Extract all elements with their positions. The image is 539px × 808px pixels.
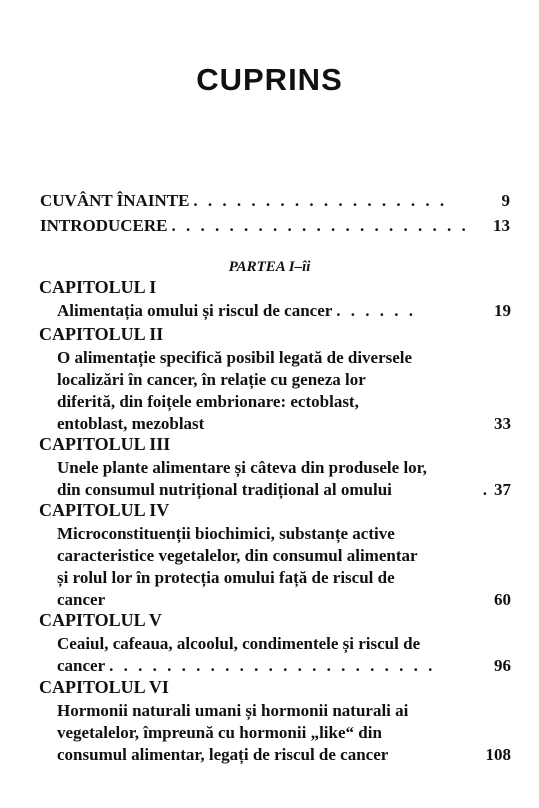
toc-leader-dots: . . . . . . xyxy=(336,301,417,320)
toc-page-number: 96 xyxy=(494,656,511,675)
chapter-title-line: Alimentația omului și riscul de cancer xyxy=(57,301,333,320)
toc-page-number: 13 xyxy=(493,216,510,235)
chapter-title-line: cancer xyxy=(57,656,106,675)
toc-page-number: 108 xyxy=(485,745,511,764)
page-title: CUPRINS xyxy=(196,62,343,97)
toc-leader-dots: . . . . . . . . . . . . . . . . . . . . . . . xyxy=(109,656,436,675)
chapter-heading: CAPITOLUL VI xyxy=(39,677,169,697)
chapter-heading: CAPITOLUL II xyxy=(39,324,164,344)
chapter-title-line: vegetalelor, împreună cu hormonii „like“ din xyxy=(57,723,382,742)
toc-page-number: 19 xyxy=(494,301,511,320)
chapter-entry xyxy=(57,479,511,501)
chapter-title-line: caracteristice vegetalelor, din consumul alimentar xyxy=(57,546,418,565)
toc-entry-foreword xyxy=(40,190,510,212)
chapter-title-line: și rolul lor în protecția omului față de riscul de xyxy=(57,568,395,587)
part-heading: PARTEA I–îi xyxy=(228,259,311,275)
chapter-title-line: Unele plante alimentare și câteva din produsele lor, xyxy=(57,458,427,477)
toc-page-number: 33 xyxy=(494,414,511,433)
chapter-title-line: din consumul nutrițional tradițional al omului xyxy=(57,480,392,499)
chapter-title-line: Ceaiul, cafeaua, alcoolul, condimentele și riscul de xyxy=(57,634,421,653)
chapter-entry xyxy=(57,655,511,677)
chapter-heading: CAPITOLUL IV xyxy=(39,500,170,520)
chapter-heading: CAPITOLUL I xyxy=(39,277,157,297)
chapter-title-line: Microconstituenții biochimici, substanțe active xyxy=(57,524,395,543)
toc-leader-dots: . . . . . . . . . . . . . . . . . . xyxy=(193,191,448,210)
chapter-title-line: diferită, din foițele embrionare: ectoblast, xyxy=(57,392,359,411)
chapter-title-line: localizări în cancer, în relație cu geneza lor xyxy=(57,370,366,389)
toc-leader-dots: . xyxy=(482,480,490,499)
chapter-title-line: O alimentație specifică posibil legată de diversele xyxy=(57,348,413,367)
chapter-heading: CAPITOLUL III xyxy=(39,434,171,454)
toc-leader-dots: . . . . . . . . . . . . . . . . . . . . . xyxy=(171,216,469,235)
toc-page-number: 37 xyxy=(494,480,511,499)
chapter-title-line: Hormonii naturali umani și hormonii naturali ai xyxy=(57,701,409,720)
toc-entry-introduction xyxy=(40,215,510,237)
chapter-heading: CAPITOLUL V xyxy=(39,610,162,630)
chapter-title-line: entoblast, mezoblast xyxy=(57,414,205,433)
chapter-title-line: cancer xyxy=(57,590,106,609)
toc-page-number: 60 xyxy=(494,590,511,609)
chapter-entry xyxy=(57,300,511,322)
toc-page-number: 9 xyxy=(501,191,510,210)
chapter-entry xyxy=(57,744,511,766)
toc-entry-label: CUVÂNT ÎNAINTE xyxy=(40,191,190,210)
chapter-entry xyxy=(57,413,511,435)
chapter-title-line: consumul alimentar, legați de riscul de cancer xyxy=(57,745,389,764)
chapter-entry xyxy=(57,589,511,611)
toc-entry-label: INTRODUCERE xyxy=(40,216,168,235)
